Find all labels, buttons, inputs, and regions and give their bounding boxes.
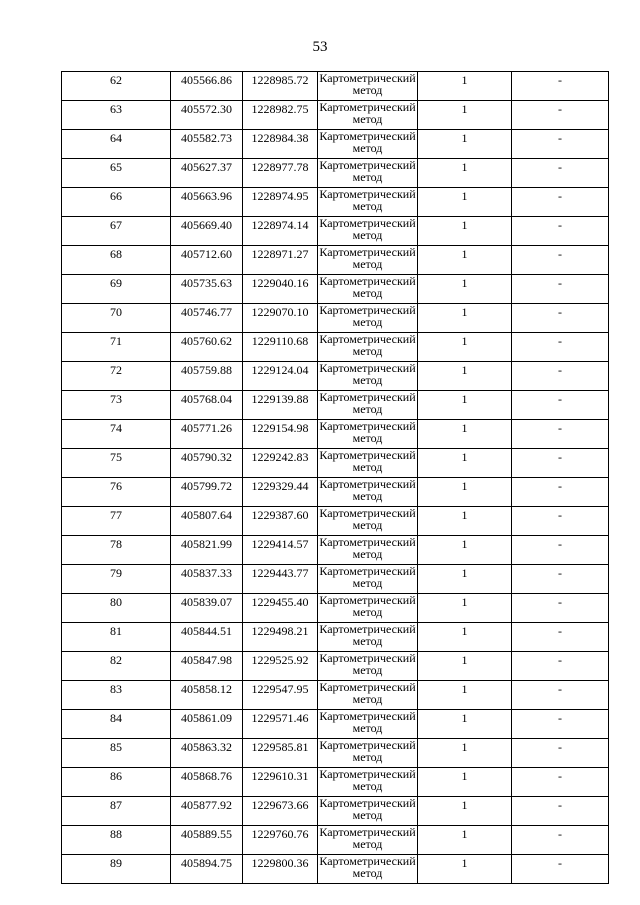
- note-cell: -: [512, 797, 609, 826]
- method-cell: [318, 855, 418, 884]
- point-number-cell: 64: [62, 130, 171, 159]
- y-coordinate-cell: 1229242.83: [243, 449, 318, 478]
- method-cell: [318, 391, 418, 420]
- y-coordinate-cell: 1229455.40: [243, 594, 318, 623]
- method-cell: [318, 652, 418, 681]
- method-cell: [318, 797, 418, 826]
- table-row: [62, 594, 609, 623]
- method-text: Картометрический метод: [319, 188, 416, 213]
- note-cell: -: [512, 623, 609, 652]
- point-number-cell: 67: [62, 217, 171, 246]
- count-cell: 1: [418, 391, 512, 420]
- method-cell: [318, 681, 418, 710]
- y-coordinate-cell: 1229585.81: [243, 739, 318, 768]
- method-cell: [318, 130, 418, 159]
- count-cell: 1: [418, 855, 512, 884]
- method-cell: [318, 739, 418, 768]
- y-coordinate-cell: 1229800.36: [243, 855, 318, 884]
- count-cell: 1: [418, 217, 512, 246]
- point-number-cell: 81: [62, 623, 171, 652]
- y-coordinate-cell: 1229414.57: [243, 536, 318, 565]
- table-row: [62, 304, 609, 333]
- method-text: Картометрический метод: [319, 739, 416, 764]
- table-row: [62, 449, 609, 478]
- method-cell: [318, 507, 418, 536]
- x-coordinate-cell: 405663.96: [171, 188, 243, 217]
- point-number-cell: 72: [62, 362, 171, 391]
- count-cell: 1: [418, 507, 512, 536]
- point-number-cell: 83: [62, 681, 171, 710]
- x-coordinate-cell: 405712.60: [171, 246, 243, 275]
- x-coordinate-cell: 405868.76: [171, 768, 243, 797]
- count-cell: 1: [418, 594, 512, 623]
- x-coordinate-cell: 405760.62: [171, 333, 243, 362]
- point-number-cell: 73: [62, 391, 171, 420]
- method-cell: [318, 72, 418, 101]
- table-body: [62, 72, 609, 884]
- y-coordinate-cell: 1229610.31: [243, 768, 318, 797]
- note-cell: -: [512, 536, 609, 565]
- method-text: Картометрический метод: [319, 420, 416, 445]
- method-text: Картометрический метод: [319, 333, 416, 358]
- point-number-cell: 77: [62, 507, 171, 536]
- note-cell: -: [512, 652, 609, 681]
- point-number-cell: 69: [62, 275, 171, 304]
- method-cell: [318, 362, 418, 391]
- note-cell: -: [512, 333, 609, 362]
- point-number-cell: 84: [62, 710, 171, 739]
- x-coordinate-cell: 405889.55: [171, 826, 243, 855]
- table-row: [62, 130, 609, 159]
- point-number-cell: 79: [62, 565, 171, 594]
- x-coordinate-cell: 405759.88: [171, 362, 243, 391]
- x-coordinate-cell: 405627.37: [171, 159, 243, 188]
- x-coordinate-cell: 405863.32: [171, 739, 243, 768]
- count-cell: 1: [418, 768, 512, 797]
- count-cell: 1: [418, 797, 512, 826]
- note-cell: -: [512, 72, 609, 101]
- y-coordinate-cell: 1229760.76: [243, 826, 318, 855]
- method-text: Картометрический метод: [319, 391, 416, 416]
- table-row: [62, 507, 609, 536]
- count-cell: 1: [418, 478, 512, 507]
- note-cell: -: [512, 855, 609, 884]
- x-coordinate-cell: 405799.72: [171, 478, 243, 507]
- note-cell: -: [512, 188, 609, 217]
- x-coordinate-cell: 405746.77: [171, 304, 243, 333]
- note-cell: -: [512, 594, 609, 623]
- table-row: [62, 246, 609, 275]
- method-text: Картометрический метод: [319, 826, 416, 851]
- x-coordinate-cell: 405821.99: [171, 536, 243, 565]
- count-cell: 1: [418, 333, 512, 362]
- y-coordinate-cell: 1229443.77: [243, 565, 318, 594]
- note-cell: -: [512, 710, 609, 739]
- table-row: [62, 797, 609, 826]
- point-number-cell: 80: [62, 594, 171, 623]
- y-coordinate-cell: 1229040.16: [243, 275, 318, 304]
- count-cell: 1: [418, 246, 512, 275]
- y-coordinate-cell: 1228982.75: [243, 101, 318, 130]
- table-row: [62, 623, 609, 652]
- table-row: [62, 391, 609, 420]
- table-row: [62, 478, 609, 507]
- note-cell: -: [512, 826, 609, 855]
- table-row: [62, 362, 609, 391]
- point-number-cell: 86: [62, 768, 171, 797]
- table-row: [62, 826, 609, 855]
- note-cell: -: [512, 768, 609, 797]
- y-coordinate-cell: 1229673.66: [243, 797, 318, 826]
- method-cell: [318, 826, 418, 855]
- method-text: Картометрический метод: [319, 478, 416, 503]
- note-cell: -: [512, 246, 609, 275]
- method-text: Картометрический метод: [319, 217, 416, 242]
- note-cell: -: [512, 507, 609, 536]
- y-coordinate-cell: 1229547.95: [243, 681, 318, 710]
- point-number-cell: 75: [62, 449, 171, 478]
- point-number-cell: 62: [62, 72, 171, 101]
- x-coordinate-cell: 405790.32: [171, 449, 243, 478]
- method-text: Картометрический метод: [319, 855, 416, 880]
- point-number-cell: 82: [62, 652, 171, 681]
- x-coordinate-cell: 405582.73: [171, 130, 243, 159]
- count-cell: 1: [418, 826, 512, 855]
- y-coordinate-cell: 1228974.95: [243, 188, 318, 217]
- count-cell: 1: [418, 275, 512, 304]
- note-cell: -: [512, 420, 609, 449]
- count-cell: 1: [418, 536, 512, 565]
- point-number-cell: 74: [62, 420, 171, 449]
- x-coordinate-cell: 405894.75: [171, 855, 243, 884]
- y-coordinate-cell: 1229498.21: [243, 623, 318, 652]
- table-row: [62, 188, 609, 217]
- count-cell: 1: [418, 159, 512, 188]
- table-row: [62, 768, 609, 797]
- y-coordinate-cell: 1228971.27: [243, 246, 318, 275]
- x-coordinate-cell: 405839.07: [171, 594, 243, 623]
- count-cell: 1: [418, 420, 512, 449]
- point-number-cell: 66: [62, 188, 171, 217]
- x-coordinate-cell: 405669.40: [171, 217, 243, 246]
- method-text: Картометрический метод: [319, 565, 416, 590]
- point-number-cell: 87: [62, 797, 171, 826]
- method-cell: [318, 565, 418, 594]
- table-row: [62, 275, 609, 304]
- x-coordinate-cell: 405844.51: [171, 623, 243, 652]
- method-cell: [318, 101, 418, 130]
- method-cell: [318, 768, 418, 797]
- method-text: Картометрический метод: [319, 507, 416, 532]
- method-cell: [318, 710, 418, 739]
- method-text: Картометрический метод: [319, 159, 416, 184]
- point-number-cell: 88: [62, 826, 171, 855]
- note-cell: -: [512, 159, 609, 188]
- y-coordinate-cell: 1229070.10: [243, 304, 318, 333]
- method-text: Картометрический метод: [319, 797, 416, 822]
- table-row: [62, 652, 609, 681]
- table-row: [62, 710, 609, 739]
- method-cell: [318, 159, 418, 188]
- y-coordinate-cell: 1229525.92: [243, 652, 318, 681]
- x-coordinate-cell: 405807.64: [171, 507, 243, 536]
- y-coordinate-cell: 1228985.72: [243, 72, 318, 101]
- method-text: Картометрический метод: [319, 130, 416, 155]
- note-cell: -: [512, 681, 609, 710]
- x-coordinate-cell: 405572.30: [171, 101, 243, 130]
- method-text: Картометрический метод: [319, 594, 416, 619]
- x-coordinate-cell: 405861.09: [171, 710, 243, 739]
- x-coordinate-cell: 405768.04: [171, 391, 243, 420]
- page-number: 53: [312, 39, 328, 55]
- method-cell: [318, 420, 418, 449]
- note-cell: -: [512, 217, 609, 246]
- note-cell: -: [512, 739, 609, 768]
- point-number-cell: 76: [62, 478, 171, 507]
- x-coordinate-cell: 405847.98: [171, 652, 243, 681]
- x-coordinate-cell: 405837.33: [171, 565, 243, 594]
- count-cell: 1: [418, 188, 512, 217]
- point-number-cell: 65: [62, 159, 171, 188]
- method-text: Картометрический метод: [319, 362, 416, 387]
- count-cell: 1: [418, 130, 512, 159]
- table-row: [62, 855, 609, 884]
- y-coordinate-cell: 1228974.14: [243, 217, 318, 246]
- count-cell: 1: [418, 101, 512, 130]
- method-text: Картометрический метод: [319, 536, 416, 561]
- coordinates-table: [61, 71, 609, 884]
- method-text: Картометрический метод: [319, 623, 416, 648]
- point-number-cell: 71: [62, 333, 171, 362]
- table-row: [62, 739, 609, 768]
- table-row: [62, 536, 609, 565]
- method-text: Картометрический метод: [319, 652, 416, 677]
- y-coordinate-cell: 1229571.46: [243, 710, 318, 739]
- count-cell: 1: [418, 304, 512, 333]
- count-cell: 1: [418, 449, 512, 478]
- count-cell: 1: [418, 72, 512, 101]
- method-text: Картометрический метод: [319, 304, 416, 329]
- note-cell: -: [512, 565, 609, 594]
- note-cell: -: [512, 304, 609, 333]
- x-coordinate-cell: 405858.12: [171, 681, 243, 710]
- x-coordinate-cell: 405566.86: [171, 72, 243, 101]
- point-number-cell: 89: [62, 855, 171, 884]
- method-cell: [318, 333, 418, 362]
- method-cell: [318, 188, 418, 217]
- note-cell: -: [512, 101, 609, 130]
- method-text: Картометрический метод: [319, 246, 416, 271]
- point-number-cell: 85: [62, 739, 171, 768]
- point-number-cell: 70: [62, 304, 171, 333]
- y-coordinate-cell: 1229387.60: [243, 507, 318, 536]
- method-text: Картометрический метод: [319, 710, 416, 735]
- y-coordinate-cell: 1229154.98: [243, 420, 318, 449]
- point-number-cell: 63: [62, 101, 171, 130]
- table-row: [62, 101, 609, 130]
- note-cell: -: [512, 275, 609, 304]
- table-row: [62, 681, 609, 710]
- table-row: [62, 565, 609, 594]
- table-row: [62, 217, 609, 246]
- table-row: [62, 159, 609, 188]
- method-cell: [318, 304, 418, 333]
- method-cell: [318, 594, 418, 623]
- method-cell: [318, 449, 418, 478]
- note-cell: -: [512, 391, 609, 420]
- count-cell: 1: [418, 652, 512, 681]
- method-cell: [318, 275, 418, 304]
- note-cell: -: [512, 449, 609, 478]
- method-cell: [318, 217, 418, 246]
- note-cell: -: [512, 362, 609, 391]
- table-row: [62, 420, 609, 449]
- x-coordinate-cell: 405771.26: [171, 420, 243, 449]
- y-coordinate-cell: 1229110.68: [243, 333, 318, 362]
- point-number-cell: 78: [62, 536, 171, 565]
- note-cell: -: [512, 130, 609, 159]
- y-coordinate-cell: 1229329.44: [243, 478, 318, 507]
- y-coordinate-cell: 1228977.78: [243, 159, 318, 188]
- count-cell: 1: [418, 565, 512, 594]
- point-number-cell: 68: [62, 246, 171, 275]
- method-text: Картометрический метод: [319, 101, 416, 126]
- y-coordinate-cell: 1229139.88: [243, 391, 318, 420]
- note-cell: -: [512, 478, 609, 507]
- count-cell: 1: [418, 681, 512, 710]
- method-text: Картометрический метод: [319, 768, 416, 793]
- method-cell: [318, 478, 418, 507]
- count-cell: 1: [418, 362, 512, 391]
- table-row: [62, 333, 609, 362]
- method-cell: [318, 623, 418, 652]
- method-text: Картометрический метод: [319, 449, 416, 474]
- method-cell: [318, 246, 418, 275]
- x-coordinate-cell: 405877.92: [171, 797, 243, 826]
- y-coordinate-cell: 1229124.04: [243, 362, 318, 391]
- method-text: Картометрический метод: [319, 681, 416, 706]
- method-text: Картометрический метод: [319, 275, 416, 300]
- count-cell: 1: [418, 739, 512, 768]
- y-coordinate-cell: 1228984.38: [243, 130, 318, 159]
- table-row: [62, 72, 609, 101]
- x-coordinate-cell: 405735.63: [171, 275, 243, 304]
- count-cell: 1: [418, 623, 512, 652]
- method-cell: [318, 536, 418, 565]
- count-cell: 1: [418, 710, 512, 739]
- method-text: Картометрический метод: [319, 72, 416, 97]
